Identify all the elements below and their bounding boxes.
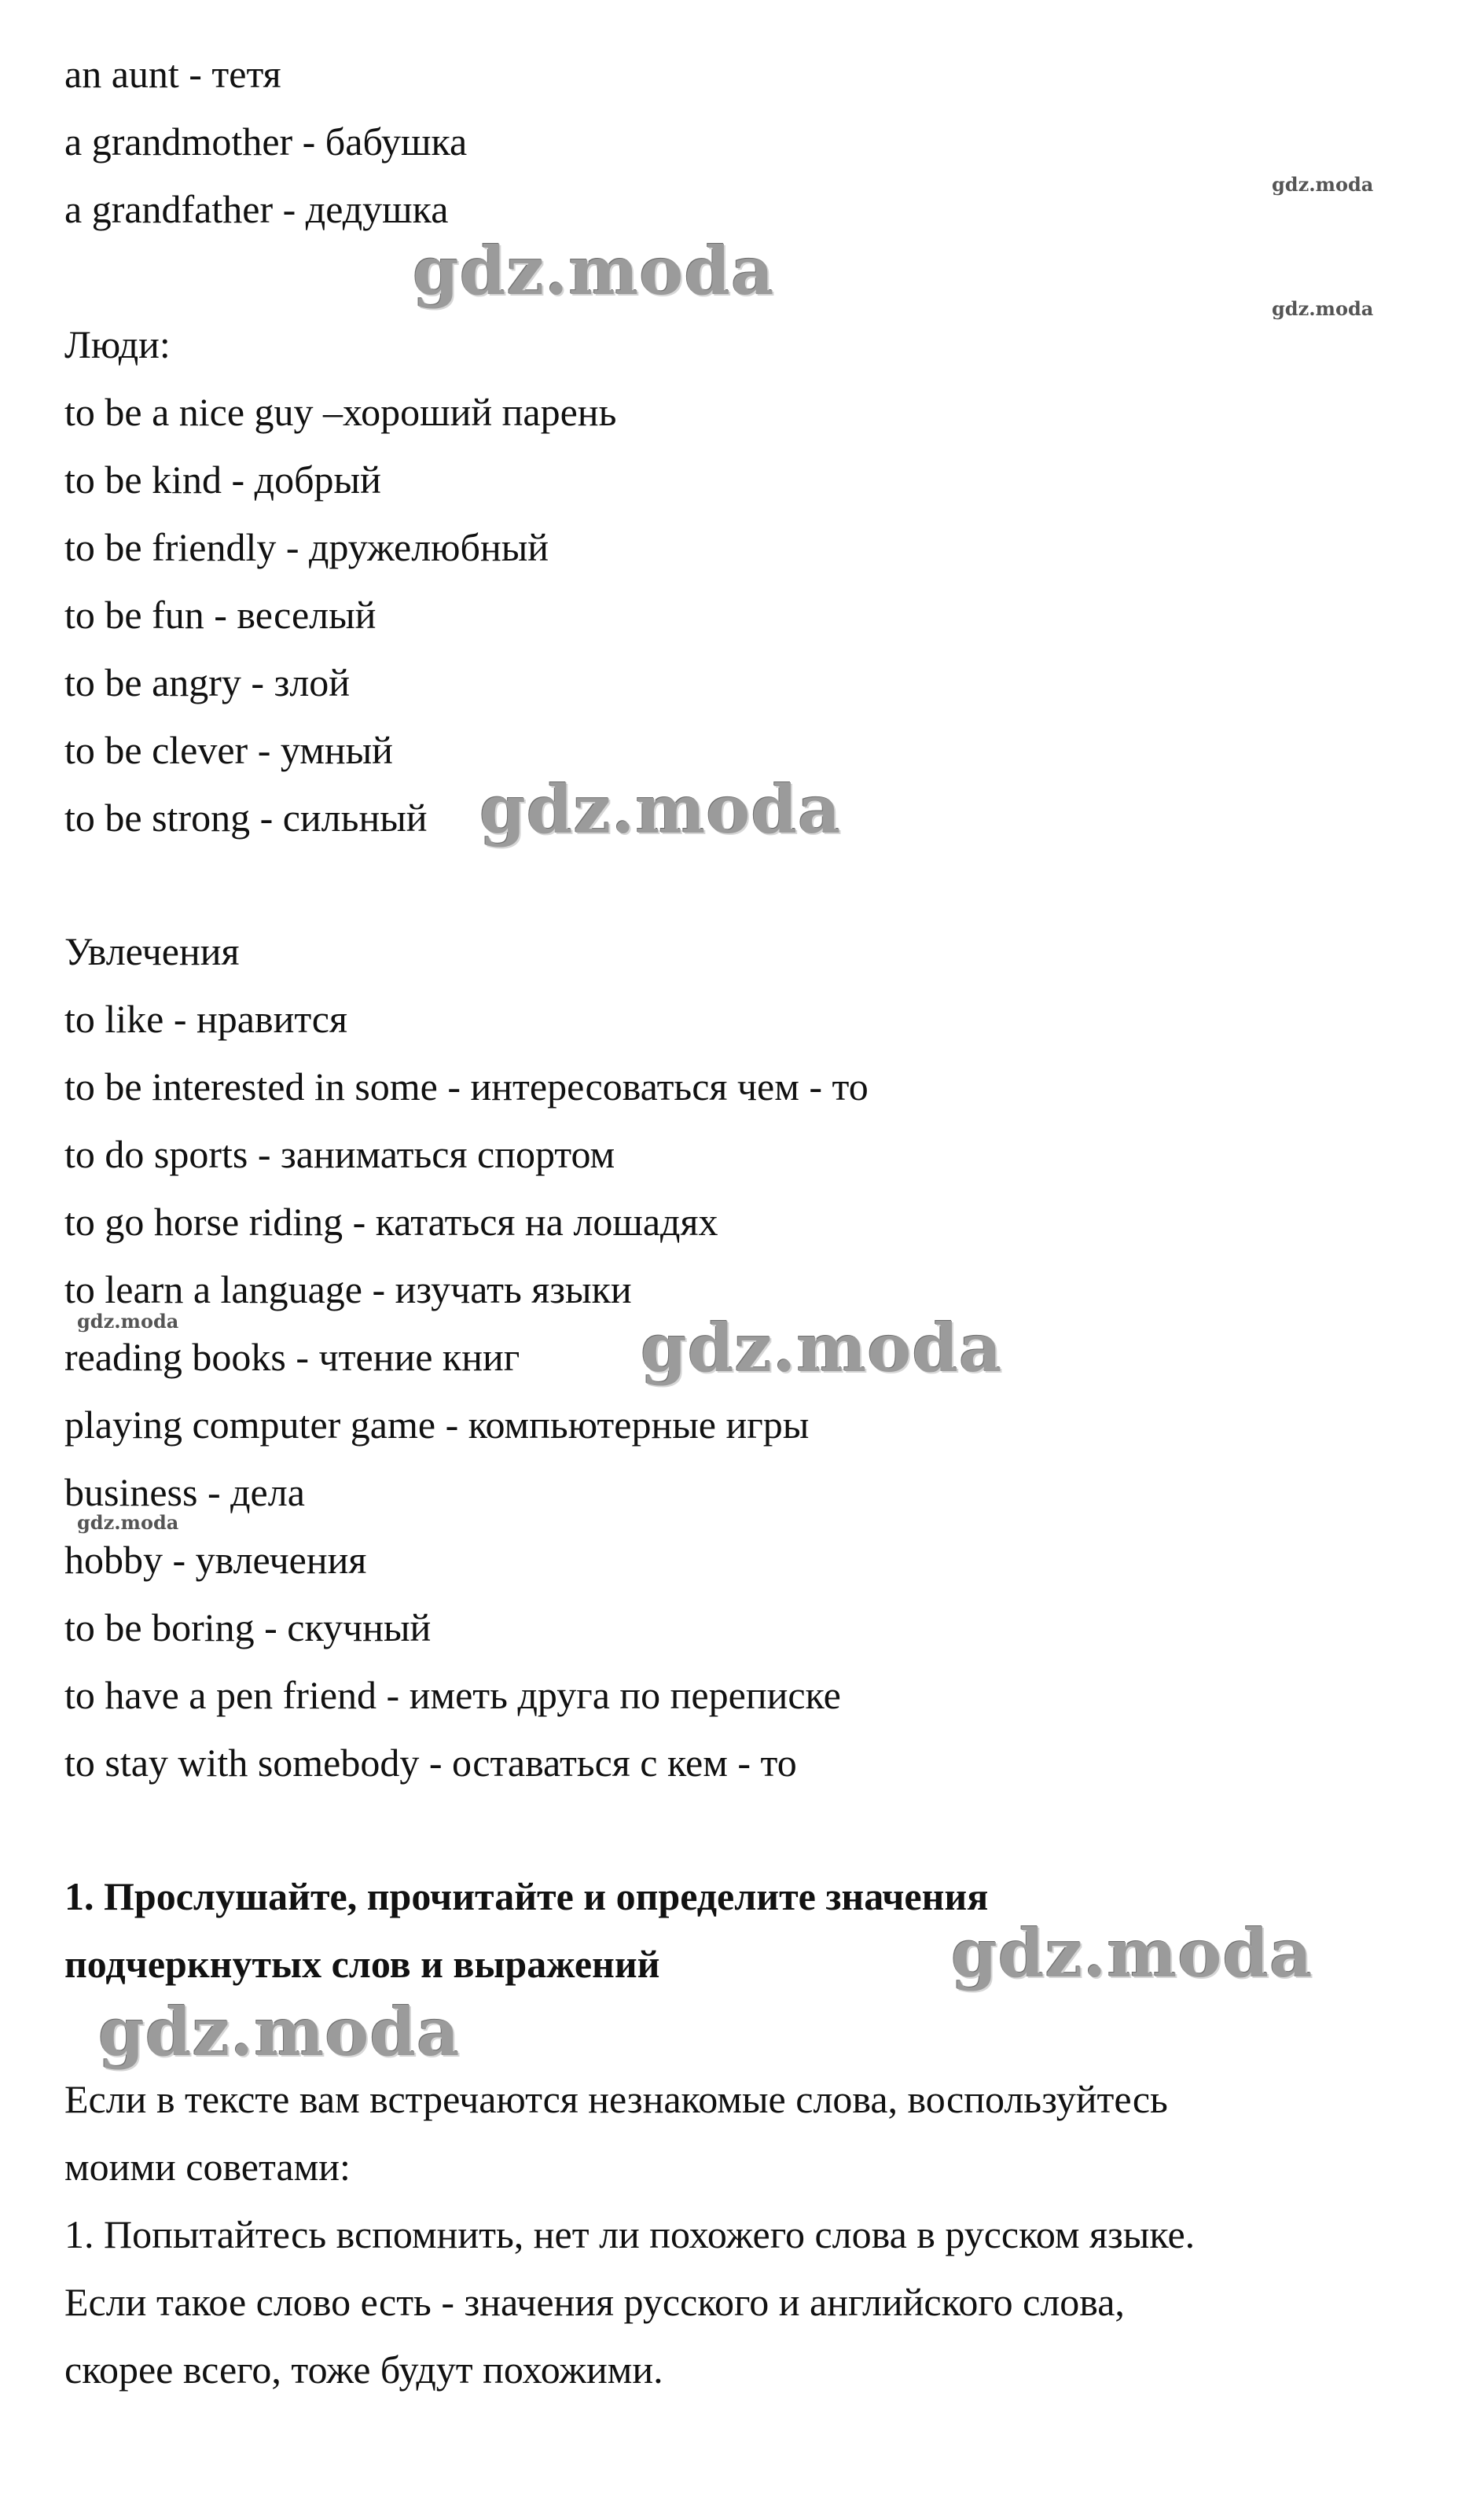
vocab-line: hobby - увлечения: [64, 1538, 367, 1582]
vocab-line: to be fun - веселый: [64, 593, 377, 637]
exercise-body-line: моими советами:: [64, 2145, 351, 2189]
exercise-heading: подчеркнутых слов и выражений: [64, 1942, 660, 1986]
vocab-line: to like - нравится: [64, 997, 347, 1041]
vocab-line: to be angry - злой: [64, 660, 351, 704]
watermark-logo: gdz.moda: [479, 770, 842, 848]
vocab-line: to do sports - заниматься спортом: [64, 1132, 615, 1176]
watermark-small: gdz.moda: [77, 1310, 179, 1333]
vocab-line: to be kind - добрый: [64, 458, 381, 502]
vocab-line: playing computer game - компьютерные игры: [64, 1403, 810, 1447]
watermark-logo: gdz.moda: [98, 1993, 461, 2071]
vocab-line: to be strong - сильный: [64, 796, 428, 840]
vocab-line: to be friendly - дружелюбный: [64, 525, 549, 569]
vocab-line: a grandfather - дедушка: [64, 187, 449, 231]
watermark-logo: gdz.moda: [641, 1309, 1003, 1387]
exercise-body-line: скорее всего, тоже будут похожими.: [64, 2348, 663, 2392]
vocab-line: a grandmother - бабушка: [64, 120, 468, 164]
vocab-line: to have a pen friend - иметь друга по переписке: [64, 1673, 841, 1717]
vocab-line: to be interested in some - интересоваться чем - то: [64, 1064, 869, 1109]
section-heading-hobbies: Увлечения: [64, 929, 240, 973]
vocab-line: to be a nice guy –хороший парень: [64, 390, 617, 434]
vocab-line: to be boring - скучный: [64, 1605, 432, 1649]
vocab-line: business - дела: [64, 1470, 305, 1514]
vocab-line: to learn a language - изучать языки: [64, 1267, 632, 1311]
watermark-small: gdz.moda: [1272, 297, 1374, 320]
vocab-line: an aunt - тетя: [64, 52, 281, 96]
exercise-heading: 1. Прослушайте, прочитайте и определите значения: [64, 1874, 989, 1918]
exercise-body-line: 1. Попытайтесь вспомнить, нет ли похожего слова в русском языке.: [64, 2212, 1196, 2256]
section-heading-people: Люди:: [64, 322, 171, 366]
watermark-small: gdz.moda: [1272, 173, 1374, 196]
watermark-logo: gdz.moda: [951, 1914, 1313, 1992]
exercise-body-line: Если в тексте вам встречаются незнакомые слова, воспользуйтесь: [64, 2077, 1168, 2121]
vocab-line: to be clever - умный: [64, 728, 393, 772]
watermark-logo: gdz.moda: [413, 232, 775, 310]
watermark-small: gdz.moda: [77, 1511, 179, 1534]
vocab-line: reading books - чтение книг: [64, 1335, 520, 1379]
vocab-line: to stay with somebody - оставаться с кем - то: [64, 1741, 797, 1785]
vocab-line: to go horse riding - кататься на лошадях: [64, 1200, 718, 1244]
exercise-body-line: Если такое слово есть - значения русского и английского слова,: [64, 2280, 1125, 2324]
